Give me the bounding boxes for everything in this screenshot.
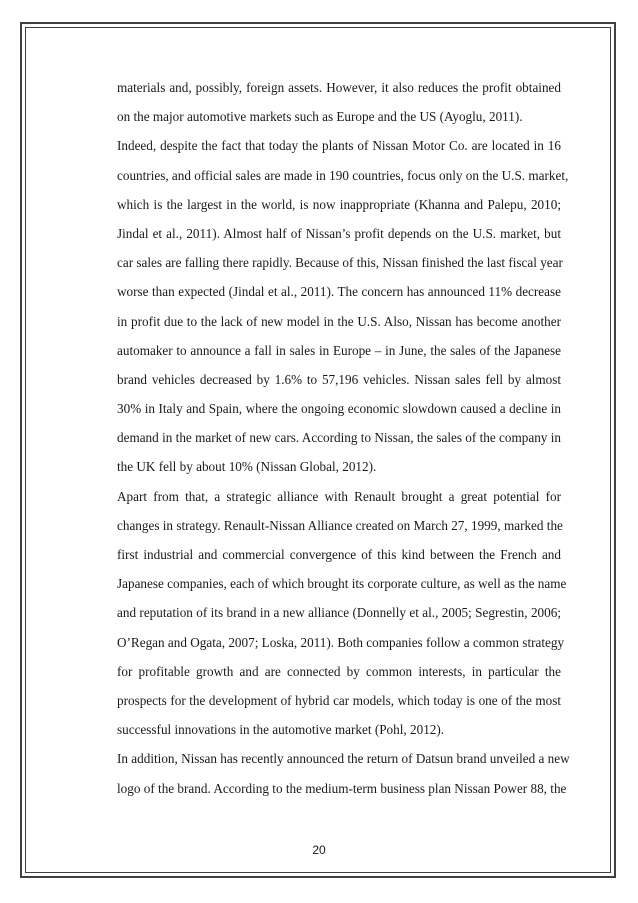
text-line: in profit due to the lack of new model in the U.S. Also, Nissan has become another bbox=[117, 313, 561, 329]
text-line: In addition, Nissan has recently announced the return of Datsun brand unveiled a new bbox=[117, 751, 570, 767]
text-line: brand vehicles decreased by 1.6% to 57,196 vehicles. Nissan sales fell by almost bbox=[117, 371, 561, 387]
text-line: successful innovations in the automotive market (Pohl, 2012). bbox=[117, 722, 445, 738]
text-line: logo of the brand. According to the medium-term business plan Nissan Power 88, the bbox=[117, 780, 567, 796]
text-line: automaker to announce a fall in sales in Europe – in June, the sales of the Japanese bbox=[117, 342, 561, 358]
text-line: for profitable growth and are connected by common interests, in particular the bbox=[117, 663, 561, 679]
text-line: prospects for the development of hybrid car models, which today is one of the most bbox=[117, 692, 561, 708]
text-line: Indeed, despite the fact that today the plants of Nissan Motor Co. are located in 16 bbox=[117, 138, 561, 154]
text-line: O’Regan and Ogata, 2007; Loska, 2011). Both companies follow a common strategy bbox=[117, 634, 565, 650]
text-line: worse than expected (Jindal et al., 2011). The concern has announced 11% decrease bbox=[117, 284, 561, 300]
text-line: Japanese companies, each of which brought its corporate culture, as well as the name bbox=[117, 576, 567, 592]
text-line: Jindal et al., 2011). Almost half of Nissan’s profit depends on the U.S. market, but bbox=[117, 225, 561, 241]
text-line: countries, and official sales are made in 190 countries, focus only on the U.S. market, bbox=[117, 167, 569, 183]
page-number: 20 bbox=[312, 843, 326, 857]
text-line: first industrial and commercial convergence of this kind between the French and bbox=[117, 547, 561, 562]
text-line: 30% in Italy and Spain, where the ongoing economic slowdown caused a decline in bbox=[117, 401, 561, 417]
text-line: car sales are falling there rapidly. Because of this, Nissan finished the last fiscal year bbox=[117, 255, 563, 271]
text-line: changes in strategy. Renault-Nissan Alliance created on March 27, 1999, marked the bbox=[117, 517, 563, 533]
text-line: the UK fell by about 10% (Nissan Global, 2012). bbox=[117, 459, 377, 475]
text-line: Apart from that, a strategic alliance with Renault brought a great potential for bbox=[117, 488, 561, 504]
text-line: which is the largest in the world, is now inappropriate (Khanna and Palepu, 2010; bbox=[117, 196, 561, 212]
body-text bbox=[117, 78, 570, 808]
text-line: and reputation of its brand in a new alliance (Donnelly et al., 2005; Segrestin, 2006; bbox=[117, 605, 561, 621]
text-line: on the major automotive markets such as Europe and the US (Ayoglu, 2011). bbox=[117, 109, 523, 125]
text-line: demand in the market of new cars. According to Nissan, the sales of the company in bbox=[117, 430, 561, 446]
text-line: materials and, possibly, foreign assets. However, it also reduces the profit obtained bbox=[117, 80, 561, 95]
